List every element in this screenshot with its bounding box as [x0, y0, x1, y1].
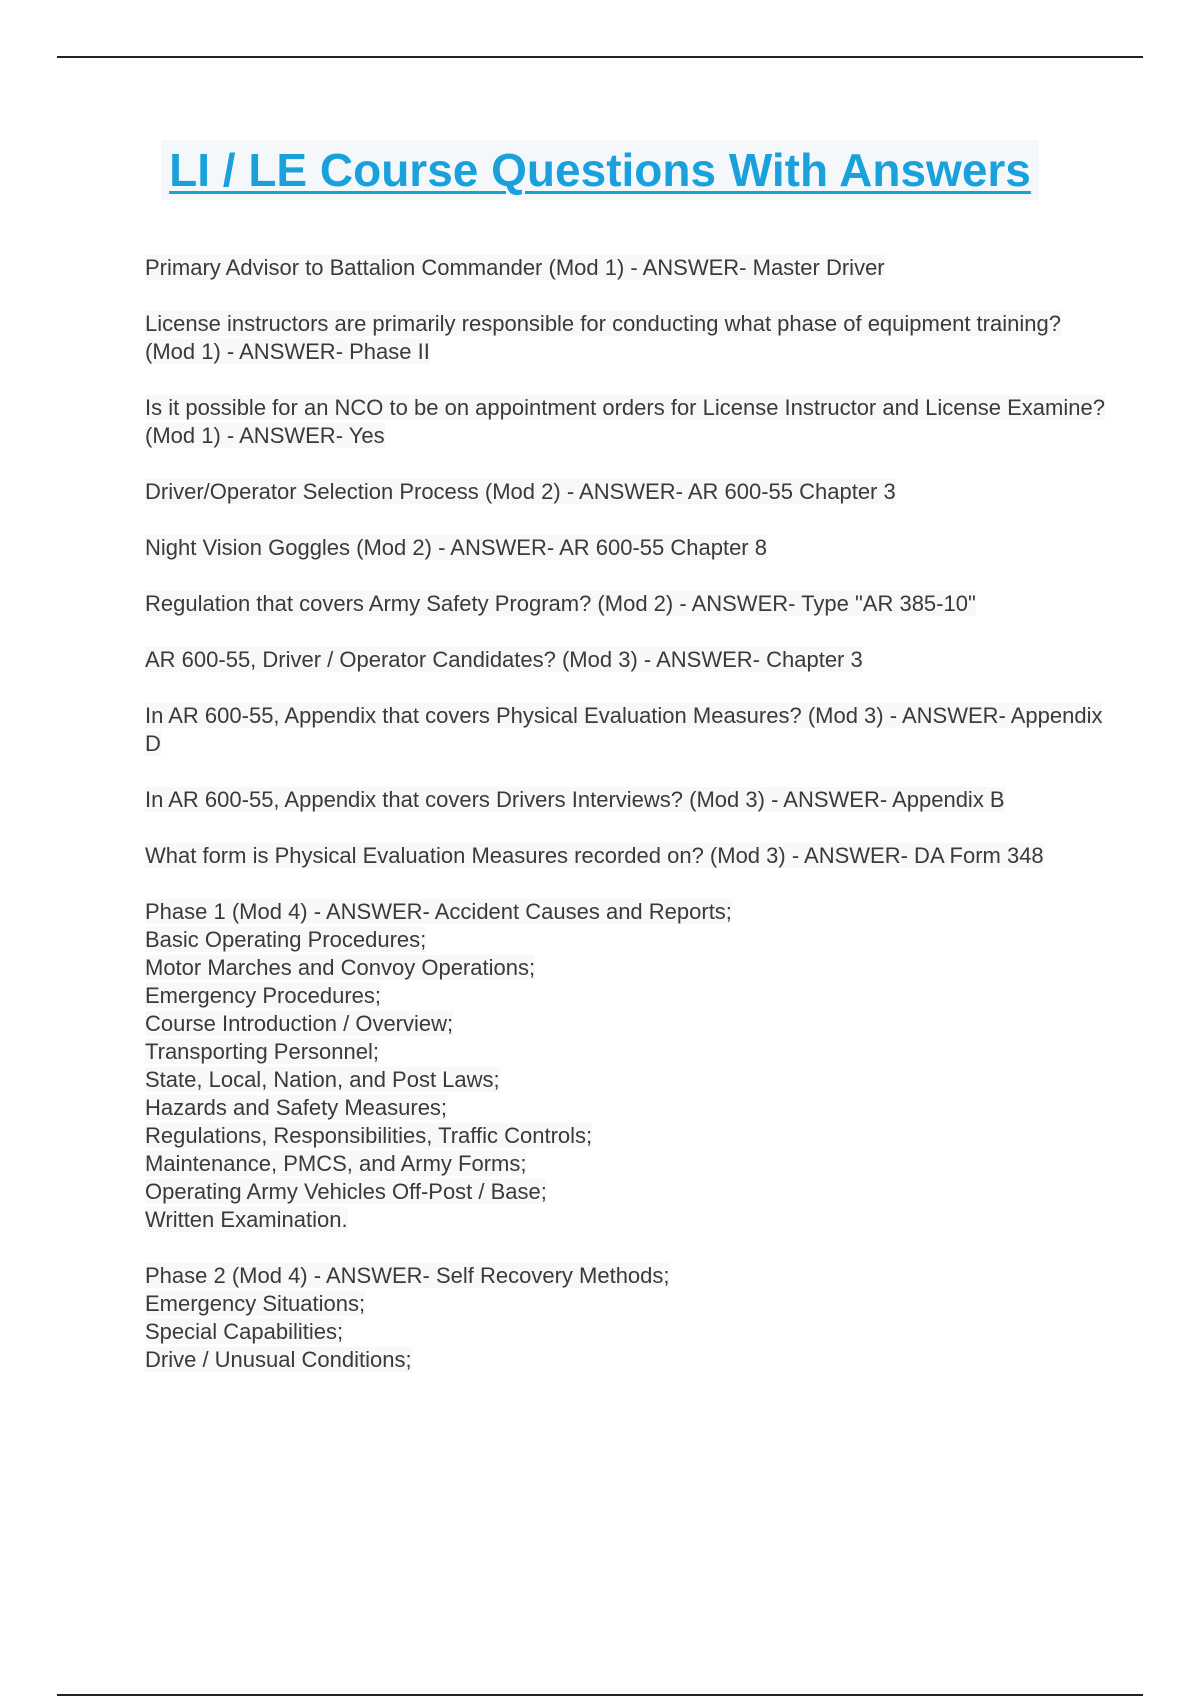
qa-item [145, 254, 1105, 282]
qa-text: In AR 600-55, Appendix that covers Physical Evaluation Measures? (Mod 3) - ANSWER- Appendix D [145, 703, 1103, 756]
bottom-divider [57, 1694, 1143, 1696]
phase-1-line: Regulations, Responsibilities, Traffic Controls; [145, 1123, 593, 1148]
top-divider [57, 56, 1143, 58]
phase-2-line: Emergency Situations; [145, 1291, 366, 1316]
qa-text: Night Vision Goggles (Mod 2) - ANSWER- AR 600-55 Chapter 8 [145, 535, 767, 560]
qa-item-phase-2 [145, 1262, 1105, 1374]
qa-text: Primary Advisor to Battalion Commander (Mod 1) - ANSWER- Master Driver [145, 255, 885, 280]
qa-text: AR 600-55, Driver / Operator Candidates? (Mod 3) - ANSWER- Chapter 3 [145, 647, 863, 672]
qa-item [145, 478, 1105, 506]
qa-item [145, 310, 1105, 366]
phase-1-line: Phase 1 (Mod 4) - ANSWER- Accident Causes and Reports; [145, 899, 732, 924]
phase-2-line: Drive / Unusual Conditions; [145, 1347, 412, 1372]
qa-text: In AR 600-55, Appendix that covers Drivers Interviews? (Mod 3) - ANSWER- Appendix B [145, 787, 1005, 812]
phase-1-line: Written Examination. [145, 1207, 348, 1232]
qa-item [145, 842, 1105, 870]
phase-1-line: State, Local, Nation, and Post Laws; [145, 1067, 500, 1092]
qa-item [145, 786, 1105, 814]
phase-1-line: Hazards and Safety Measures; [145, 1095, 448, 1120]
qa-text: What form is Physical Evaluation Measures recorded on? (Mod 3) - ANSWER- DA Form 348 [145, 843, 1044, 868]
title-container [0, 140, 1200, 200]
phase-1-line: Motor Marches and Convoy Operations; [145, 955, 536, 980]
qa-item [145, 702, 1105, 758]
qa-text: Driver/Operator Selection Process (Mod 2) - ANSWER- AR 600-55 Chapter 3 [145, 479, 896, 504]
phase-1-line: Operating Army Vehicles Off-Post / Base; [145, 1179, 547, 1204]
qa-item-phase-1 [145, 898, 1105, 1234]
phase-1-line: Emergency Procedures; [145, 983, 381, 1008]
phase-1-line: Maintenance, PMCS, and Army Forms; [145, 1151, 527, 1176]
qa-text: Regulation that covers Army Safety Program? (Mod 2) - ANSWER- Type "AR 385-10" [145, 591, 976, 616]
phase-1-line: Course Introduction / Overview; [145, 1011, 454, 1036]
phase-2-line: Phase 2 (Mod 4) - ANSWER- Self Recovery Methods; [145, 1263, 670, 1288]
qa-item [145, 590, 1105, 618]
qa-list [145, 254, 1105, 1402]
qa-text: License instructors are primarily responsible for conducting what phase of equipment training? (Mod 1) - ANSWER- Phase II [145, 311, 1061, 364]
page-title: LI / LE Course Questions With Answers [161, 140, 1039, 200]
qa-item [145, 534, 1105, 562]
phase-1-line: Basic Operating Procedures; [145, 927, 427, 952]
qa-item [145, 394, 1105, 450]
qa-item [145, 646, 1105, 674]
qa-text: Is it possible for an NCO to be on appointment orders for License Instructor and License Examine? (Mod 1) - ANSWER- Yes [145, 395, 1105, 448]
phase-2-line: Special Capabilities; [145, 1319, 344, 1344]
phase-1-line: Transporting Personnel; [145, 1039, 379, 1064]
